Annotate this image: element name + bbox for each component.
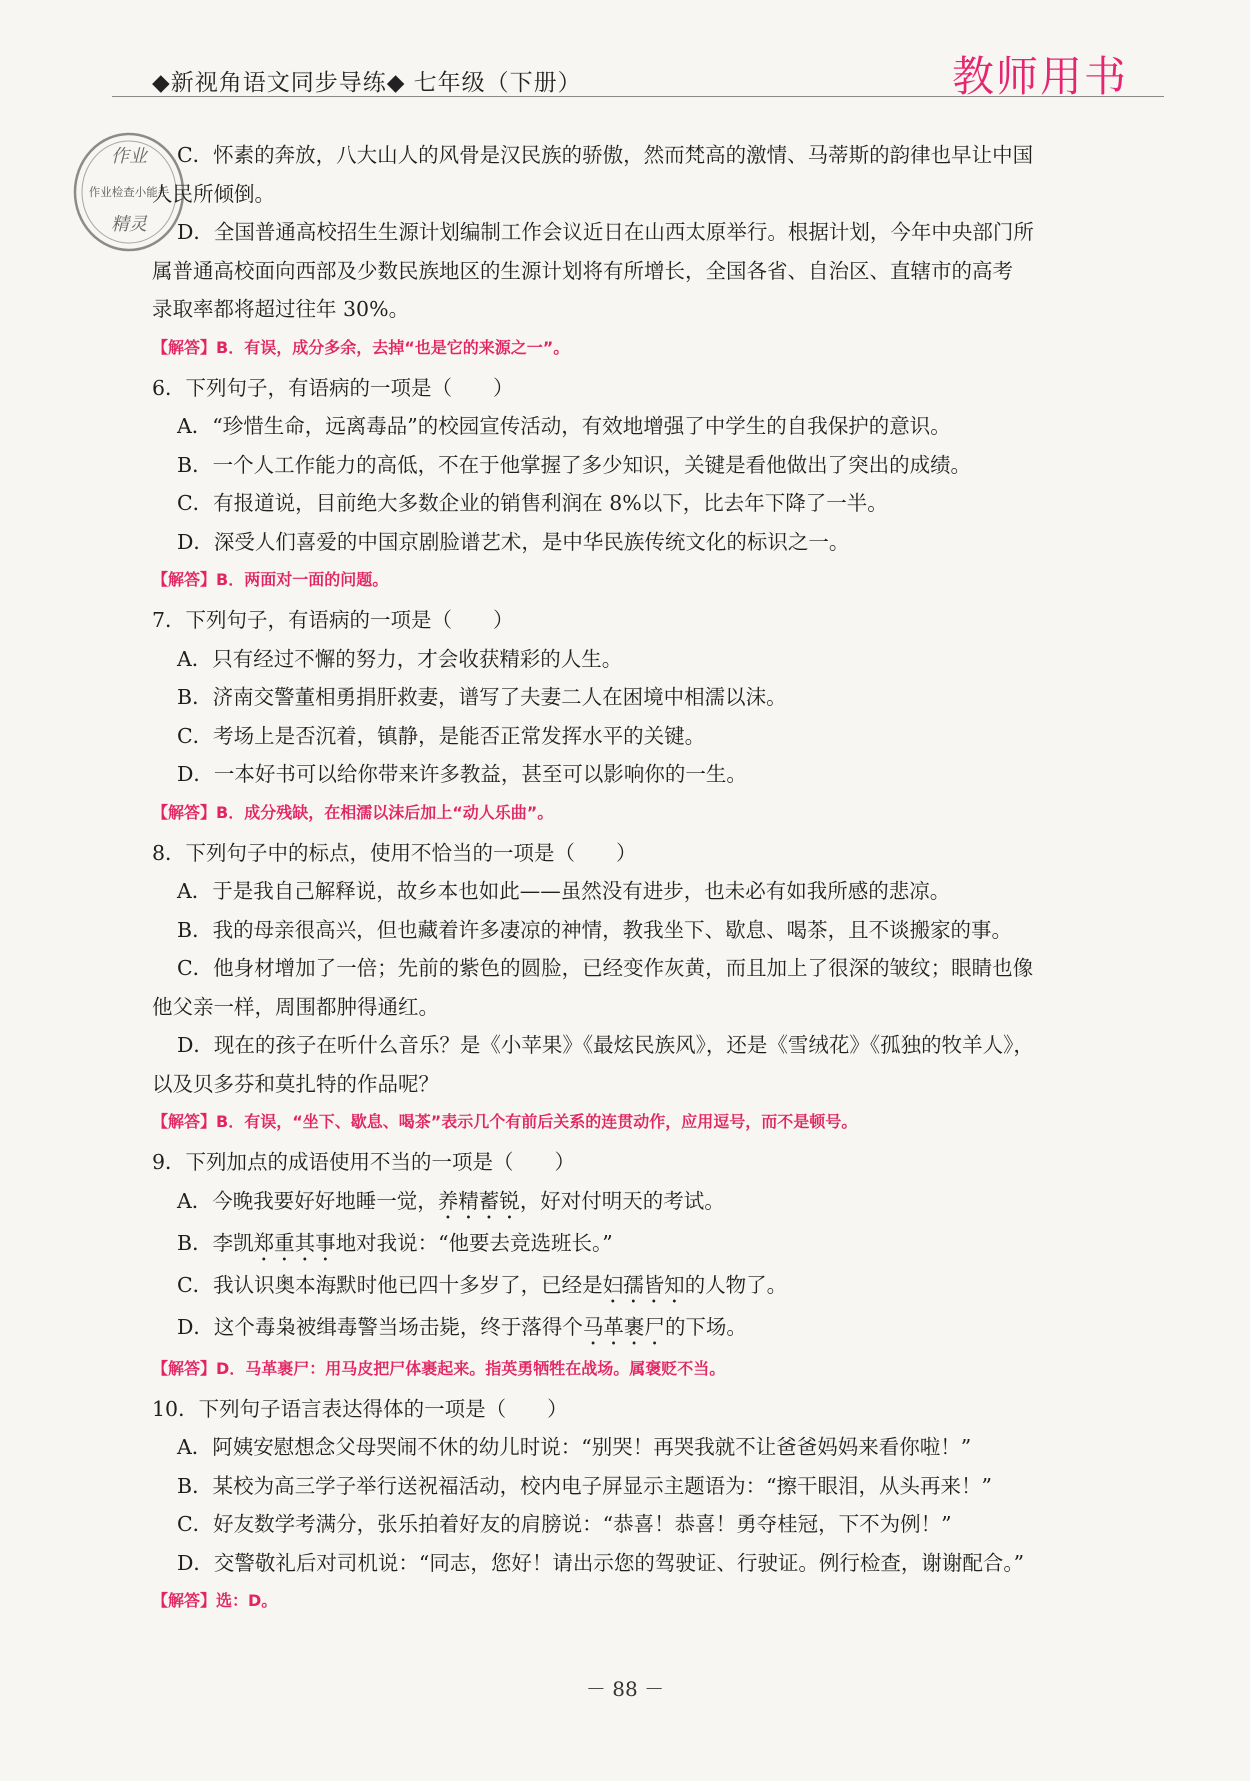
option-text: 的下场。 bbox=[664, 1314, 747, 1339]
question-line: 9．下列加点的成语使用不当的一项是（ ） bbox=[152, 1150, 576, 1174]
continuation-line: 以及贝多芬和莫扎特的作品呢？ bbox=[152, 1071, 439, 1096]
option-text: D．这个毒枭被缉毒警当场击毙，终于落得个 bbox=[177, 1314, 583, 1339]
answer-line: 【解答】B．有误，“坐下、歇息、喝茶”表示几个有前后关系的连贯动作，应用逗号，而不是顿号。 bbox=[152, 1112, 858, 1131]
option-line: A．于是我自己解释说，故乡本也如此——虽然没有进步，也未必有如我所感的悲凉。 bbox=[177, 879, 951, 903]
option-line: D．交警敬礼后对司机说：“同志，您好！请出示您的驾驶证、行驶证。例行检查，谢谢配合。” bbox=[177, 1550, 1025, 1575]
option-line: C．怀素的奔放，八大山人的风骨是汉民族的骄傲，然而梵高的激情、马蒂斯的韵律也早让中国 bbox=[177, 143, 1034, 167]
answer-line: 【解答】选：D。 bbox=[152, 1591, 278, 1610]
option-line: C．有报道说，目前绝大多数企业的销售利润在 8%以下，比去年下降了一半。 bbox=[177, 491, 888, 515]
stamp-text-bottom: 精灵 bbox=[111, 214, 147, 235]
option-line: C．好友数学考满分，张乐拍着好友的肩膀说：“恭喜！恭喜！勇夺桂冠，下不为例！” bbox=[177, 1512, 952, 1536]
continuation-line: 属普通高校面向西部及少数民族地区的生源计划将有所增长，全国各省、自治区、直辖市的高考 bbox=[152, 258, 1013, 283]
option-line: B．我的母亲很高兴，但也藏着许多凄凉的神情，教我坐下、歇息、喝茶，且不谈搬家的事。 bbox=[177, 917, 1013, 942]
continuation-line: 录取率都将超过往年 30%。 bbox=[152, 297, 410, 321]
header-right-title: 教师用书 bbox=[952, 52, 1129, 101]
stamp-text-top: 作业 bbox=[111, 146, 147, 167]
question-line: 10．下列句子语言表达得体的一项是（ ） bbox=[152, 1396, 568, 1421]
question-line: 8．下列句子中的标点，使用不恰当的一项是（ ） bbox=[152, 840, 637, 865]
continuation-line: 他父亲一样，周围都肿得通红。 bbox=[152, 994, 439, 1019]
header-rule bbox=[112, 96, 1164, 97]
answer-line: 【解答】B．两面对一面的问题。 bbox=[152, 570, 389, 589]
answer-line: 【解答】B．成分残缺，在相濡以沫后加上“动人乐曲”。 bbox=[152, 802, 554, 822]
question-line: 7．下列句子，有语病的一项是（ ） bbox=[152, 608, 514, 632]
continuation-line: 人民所倾倒。 bbox=[152, 181, 275, 206]
option-text: B．李凯 bbox=[177, 1230, 254, 1255]
option-text: C．我认识奥本海默时他已四十多岁了，已经是 bbox=[177, 1272, 603, 1297]
option-line: B．济南交警董相勇捐肝救妻，谱写了夫妻二人在困境中相濡以沫。 bbox=[177, 685, 787, 709]
answer-line: 【解答】D．马革裹尸：用马皮把尸体裹起来。指英勇牺牲在战场。属褒贬不当。 bbox=[152, 1358, 726, 1378]
option-line: D．一本好书可以给你带来许多教益，甚至可以影响你的一生。 bbox=[177, 762, 747, 786]
question-line: 6．下列句子，有语病的一项是（ ） bbox=[152, 375, 514, 400]
answer-line: 【解答】B．有误，成分多余，去掉“也是它的来源之一”。 bbox=[152, 337, 570, 357]
page-number: － 88 － bbox=[585, 1677, 665, 1701]
stamp-text-middle: 作业检查小能手 bbox=[88, 185, 170, 199]
option-line: D．深受人们喜爱的中国京剧脸谱艺术，是中华民族传统文化的标识之一。 bbox=[177, 529, 850, 554]
option-line bbox=[152, 1182, 1142, 1224]
dotted-idiom: 养精蓄锐 bbox=[437, 1188, 520, 1213]
option-text: 地对我说：“他要去竞选班长。” bbox=[335, 1230, 613, 1255]
option-line: C．他身材增加了一倍；先前的紫色的圆脸，已经变作灰黄，而且加上了很深的皱纹；眼睛也像 bbox=[177, 956, 1034, 980]
document-body bbox=[152, 136, 1142, 1620]
option-line: A．“珍惜生命，远离毒品”的校园宣传活动，有效地增强了中学生的自我保护的意识。 bbox=[177, 414, 951, 438]
option-line: D．现在的孩子在听什么音乐？是《小苹果》《最炫民族风》，还是《雪绒花》《孤独的牧羊人》， bbox=[177, 1033, 1034, 1057]
option-text: ，好对付明天的考试。 bbox=[519, 1188, 725, 1213]
option-text: A．今晚我要好好地睡一觉， bbox=[177, 1188, 438, 1213]
option-line: C．考场上是否沉着，镇静，是能否正常发挥水平的关键。 bbox=[177, 723, 706, 748]
header-left-title: ◆新视角语文同步导练◆ 七年级（下册） bbox=[152, 70, 582, 96]
option-line bbox=[152, 1308, 1142, 1350]
option-line bbox=[152, 1266, 1142, 1308]
dotted-idiom: 马革裹尸 bbox=[582, 1314, 665, 1339]
dotted-idiom: 郑重其事 bbox=[253, 1230, 336, 1255]
option-line: B．某校为高三学子举行送祝福活动，校内电子屏显示主题语为：“擦干眼泪，从头再来！” bbox=[177, 1473, 993, 1498]
option-line: A．只有经过不懈的努力，才会收获精彩的人生。 bbox=[177, 646, 623, 671]
option-text: 的人物了。 bbox=[684, 1272, 788, 1297]
option-line: B．一个人工作能力的高低，不在于他掌握了多少知识，关键是看他做出了突出的成绩。 bbox=[177, 452, 972, 477]
option-line bbox=[152, 1224, 1142, 1266]
dotted-idiom: 妇孺皆知 bbox=[602, 1272, 685, 1297]
option-line: A．阿姨安慰想念父母哭闹不休的幼儿时说：“别哭！再哭我就不让爸爸妈妈来看你啦！” bbox=[177, 1435, 972, 1459]
option-line: D．全国普通高校招生生源计划编制工作会议近日在山西太原举行。根据计划，今年中央部门所 bbox=[177, 220, 1034, 244]
